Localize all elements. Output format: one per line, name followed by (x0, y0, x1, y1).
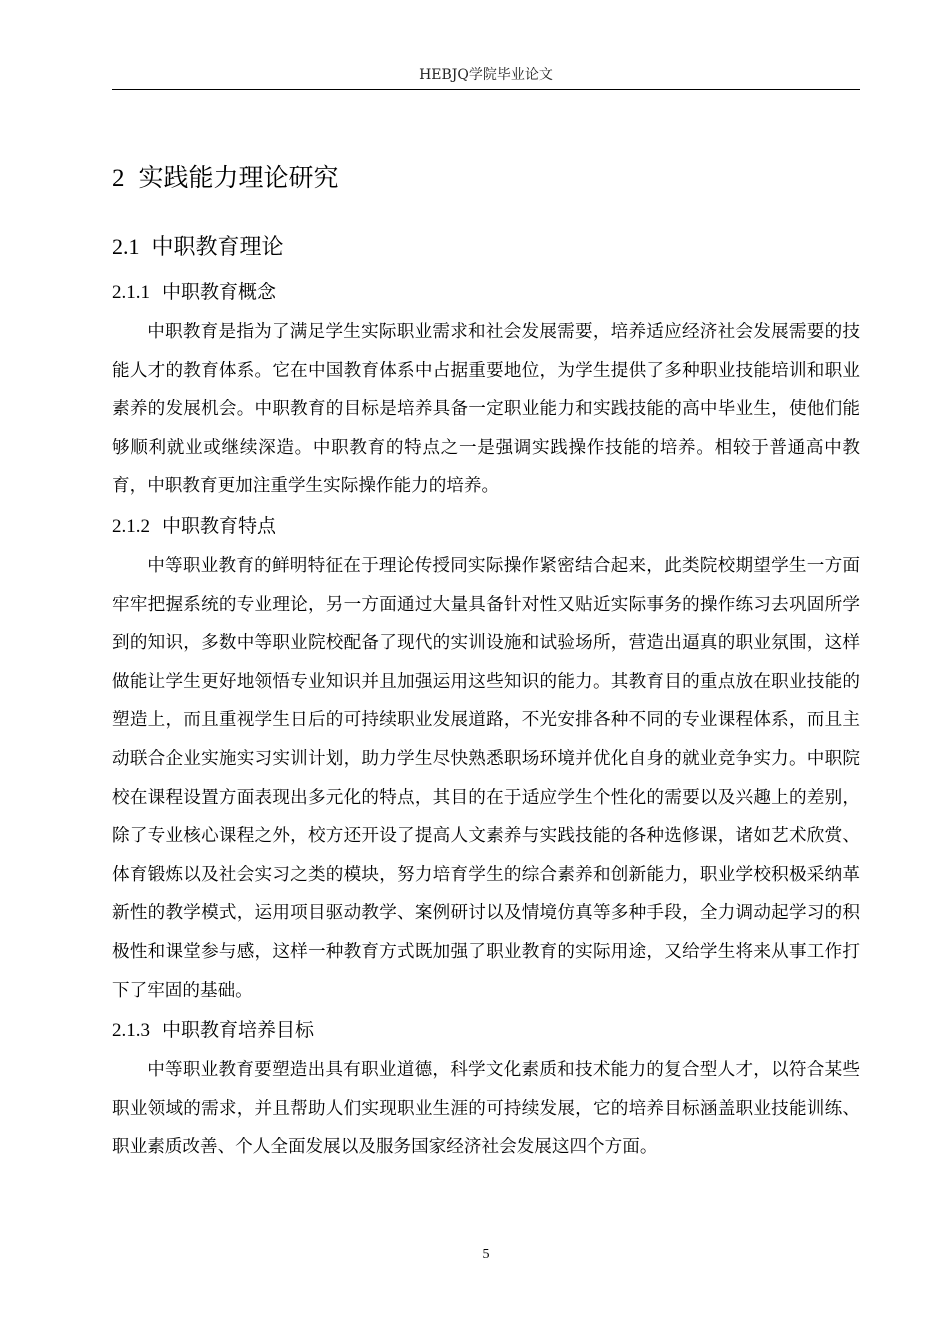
section-number: 2.1 (112, 234, 140, 259)
body-paragraph: 中等职业教育要塑造出具有职业道德，科学文化素质和技术能力的复合型人才，以符合某些职业领域的需求，并且帮助人们实现职业生涯的可持续发展，它的培养目标涵盖职业技能训练、职业素质改善、个人全面发展以及服务国家经济社会发展这四个方面。 (112, 1060, 860, 1158)
subsection-title: 中职教育特点 (162, 514, 277, 537)
subsection-heading (112, 506, 860, 547)
subsection-title: 中职教育培养目标 (162, 1019, 315, 1042)
subsection-number: 2.1.3 (112, 1020, 150, 1042)
chapter-heading (112, 150, 860, 207)
subsection-title: 中职教育概念 (162, 281, 277, 303)
chapter-title: 实践能力理论研究 (138, 163, 339, 192)
chapter-number: 2 (112, 165, 125, 192)
subsection-heading (112, 1010, 860, 1051)
running-header: HEBJQ学院毕业论文 (419, 67, 553, 83)
section-title: 中职教育理论 (151, 235, 284, 260)
body-paragraph: 中职教育是指为了满足学生实际职业需求和社会发展需要，培养适应经济社会发展需要的技能人才的教育体系。它在中国教育体系中占据重要地位，为学生提供了多种职业技能培训和职业素养的发展机会。中职教育的目标是培养具备一定职业能力和实践技能的高中毕业生，使他们能够顺利就业或继续深造。中职教育的特点之一是强调实践操作技能的培养。相较于普通高中教育，中职教育更加注重学生实际操作能力的培养。 (112, 322, 860, 497)
page-content (112, 150, 860, 1167)
header-rule (112, 89, 860, 90)
page-number: 5 (482, 1247, 490, 1262)
subsection-number: 2.1.1 (112, 282, 150, 303)
subsection-number: 2.1.2 (112, 515, 150, 537)
section-heading (112, 227, 860, 268)
subsection-heading (112, 272, 860, 313)
body-paragraph: 中等职业教育的鲜明特征在于理论传授同实际操作紧密结合起来，此类院校期望学生一方面牢牢把握系统的专业理论，另一方面通过大量具备针对性又贴近实际事务的操作练习去巩固所学到的知识，多数中等职业院校配备了现代的实训设施和试验场所，营造出逼真的职业氛围，这样做能让学生更好地领悟专业知识并且加强运用这些知识的能力。其教育目的重点放在职业技能的塑造上，而且重视学生日后的可持续职业发展道路，不光安排各种不同的专业课程体系，而且主动联合企业实施实习实训计划，助力学生尽快熟悉职场环境并优化自身的就业竞争实力。中职院校在课程设置方面表现出多元化的特点，其目的在于适应学生个性化的需要以及兴趣上的差别，除了专业核心课程之外，校方还开设了提高人文素养与实践技能的各种选修课，诸如艺术欣赏、体育锻炼以及社会实习之类的模块，努力培育学生的综合素养和创新能力，职业学校积极采纳革新性的教学模式，运用项目驱动教学、案例研讨以及情境仿真等多种手段，全力调动起学习的积极性和课堂参与感，这样一种教育方式既加强了职业教育的实际用途，又给学生将来从事工作打下了牢固的基础。 (112, 555, 860, 1001)
